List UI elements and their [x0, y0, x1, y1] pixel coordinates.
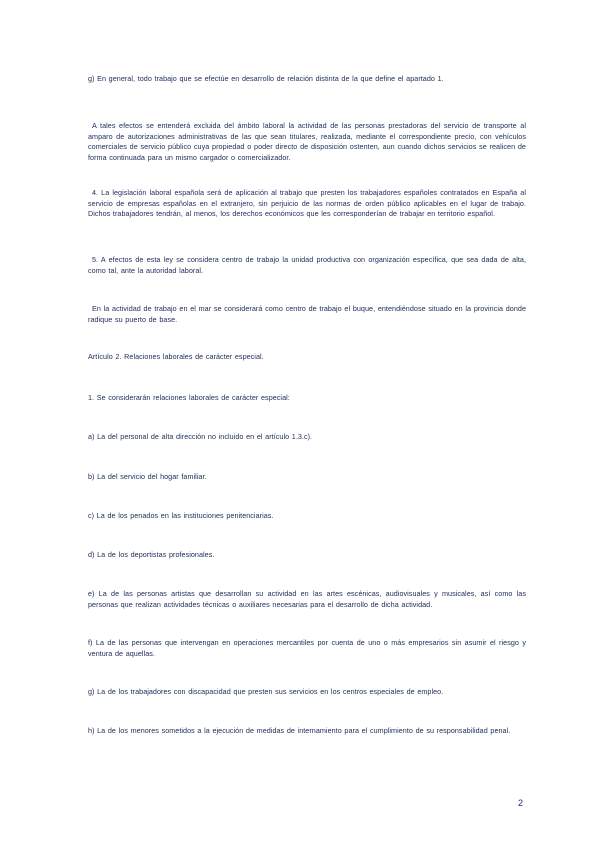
paragraph-section-4: 4. La legislación laboral española será de aplicación al trabajo que presten los trabajadores españoles contratados en España al servicio de empresas españolas en el extranjero, sin perjuicio de las normas de orden público aplicables en el lugar de trabajo. Dichos trabajadores tendrán, al menos, los derechos económicos que les corresponderían de trabajar en territorio español. — [88, 188, 526, 218]
paragraph-section-5: 5. A efectos de esta ley se considera centro de trabajo la unidad productiva con organización específica, que sea dada de alta, como tal, ante la autoridad laboral. — [88, 255, 526, 275]
paragraph-item-a: a) La del personal de alta dirección no incluido en el artículo 1.3.c). — [88, 432, 313, 441]
paragraph-transport-exclusion: A tales efectos se entenderá excluida del ámbito laboral la actividad de las personas prestadoras del servicio de transporte al amparo de autorizaciones administrativas de las que sean titulares, realizada, mediante el correspondiente precio, con vehículos comerciales de servicio público cuya propiedad o poder directo de disposición ostenten, aun cuando dichos servicios se realicen de forma continuada para un mismo cargador o comercializador. — [88, 121, 526, 162]
paragraph-sea-work: En la actividad de trabajo en el mar se considerará como centro de trabajo el buque, entendiéndose situado en la provincia donde radique su puerto de base. — [88, 304, 526, 324]
paragraph-item-d: d) La de los deportistas profesionales. — [88, 550, 215, 559]
paragraph-item-c: c) La de los penados en las instituciones penitenciarias. — [88, 511, 274, 520]
paragraph-g-general: g) En general, todo trabajo que se efectúe en desarrollo de relación distinta de la que define el apartado 1. — [88, 74, 444, 83]
paragraph-item-h: h) La de los menores sometidos a la ejecución de medidas de internamiento para el cumplimiento de su responsabilidad penal. — [88, 726, 511, 735]
paragraph-item-f: f) La de las personas que intervengan en operaciones mercantiles por cuenta de uno o más empresarios sin asumir el riesgo y ventura de aquellas. — [88, 638, 526, 658]
page-number: 2 — [518, 798, 524, 808]
article-2-heading: Artículo 2. Relaciones laborales de carácter especial. — [88, 352, 264, 361]
paragraph-item-g: g) La de los trabajadores con discapacidad que presten sus servicios en los centros especiales de empleo. — [88, 687, 444, 696]
paragraph-item-b: b) La del servicio del hogar familiar. — [88, 472, 207, 481]
paragraph-item-e: e) La de las personas artistas que desarrollan su actividad en las artes escénicas, audiovisuales y musicales, así como las personas que realizan actividades técnicas o auxiliares necesarias para el desarrollo de dicha actividad. — [88, 589, 526, 609]
paragraph-section-1: 1. Se considerarán relaciones laborales de carácter especial: — [88, 393, 290, 402]
